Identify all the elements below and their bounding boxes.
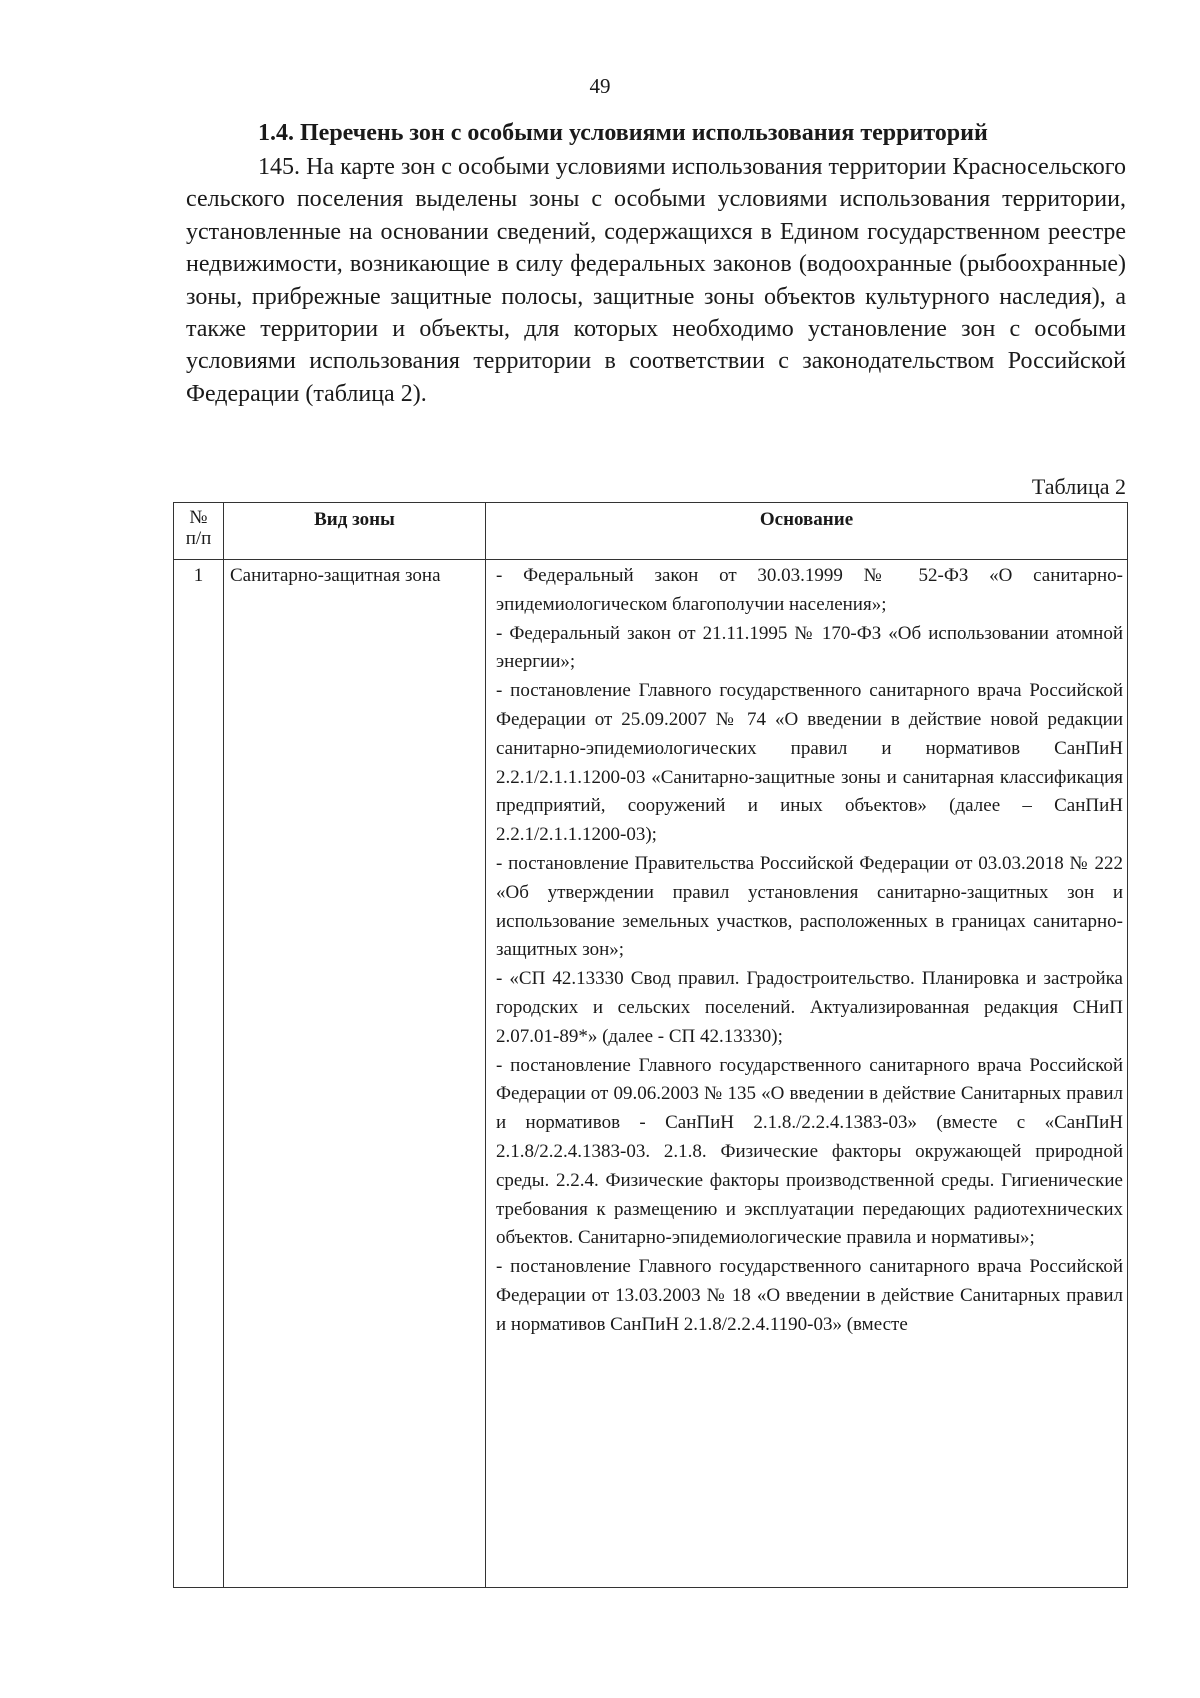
basis-item: - Федеральный закон от 21.11.1995 № 170-ФЗ «Об использовании атомной энергии»; (496, 622, 1123, 673)
row-basis (486, 560, 1128, 1588)
table-caption: Таблица 2 (1031, 474, 1126, 499)
section-paragraph: 145. На карте зон с особыми условиями использования территории Красносельского сельского поселения выделены зоны с особыми условиями использования территории, установленные на основании сведений, содержащихся в Едином государственном реестре недвижимости, возникающие в силу федеральных законов (водоохранные (рыбоохранные) зоны, прибрежные защитные полосы, защитные зоны объектов культурного наследия), а также территории и объекты, для которых необходимо установление зон с особыми условиями использования территории в соответствии с законодательством Российской Федерации (таблица 2). (186, 154, 1126, 407)
basis-item: - постановление Главного государственного санитарного врача Российской Федерации от 13.03.2003 № 18 «О введении в действие Санитарных правил и нормативов СанПиН 2.1.8/2.2.4.1190-03» (вместе (496, 1256, 1123, 1335)
page-number: 49 (589, 74, 611, 98)
basis-item: - Федеральный закон от 30.03.1999 № 52-ФЗ «О санитарно-эпидемиологическом благополучии населения»; (496, 565, 1123, 615)
basis-item: - постановление Правительства Российской Федерации от 03.03.2018 № 222 «Об утверждении правил установления санитарно-защитных зон и использование земельных участков, расположенных в границах санитарно-защитных зон»; (496, 852, 1123, 961)
row-number: 1 (174, 560, 224, 1588)
table-header-row (174, 503, 1128, 560)
header-number: № п/п (174, 503, 224, 560)
zones-table (173, 502, 1128, 1588)
header-basis: Основание (486, 503, 1128, 560)
basis-item: - постановление Главного государственного санитарного врача Российской Федерации от 09.06.2003 № 135 «О введении в действие Санитарных правил и нормативов - СанПиН 2.1.8./2.2.4.1383-03» (вместе с «СанПиН 2.1.8/2.2.4.1383-03. 2.1.8. Физические факторы окружающей природной среды. 2.2.4. Физические факторы производственной среды. Гигиенические требования к размещению и эксплуатации передающих радиотехнических объектов. Санитарно-эпидемиологические правила и нормативы»; (496, 1054, 1123, 1249)
row-zone-type: Санитарно-защитная зона (224, 560, 486, 1588)
basis-item: - постановление Главного государственного санитарного врача Российской Федерации от 25.09.2007 № 74 «О введении в действие новой редакции санитарно-эпидемиологических правил и нормативов СанПиН 2.2.1/2.1.1.1200-03 «Санитарно-защитные зоны и санитарная классификация предприятий, сооружений и иных объектов» (далее – СанПиН 2.2.1/2.1.1.1200-03); (496, 680, 1123, 846)
basis-item: - «СП 42.13330 Свод правил. Градостроительство. Планировка и застройка городских и сельских поселений. Актуализированная редакция СНиП 2.07.01-89*» (далее - СП 42.13330); (496, 968, 1123, 1047)
header-zone-type: Вид зоны (224, 503, 486, 560)
table-row (174, 560, 1128, 1588)
section-heading: 1.4. Перечень зон с особыми условиями использования территорий (258, 120, 988, 146)
